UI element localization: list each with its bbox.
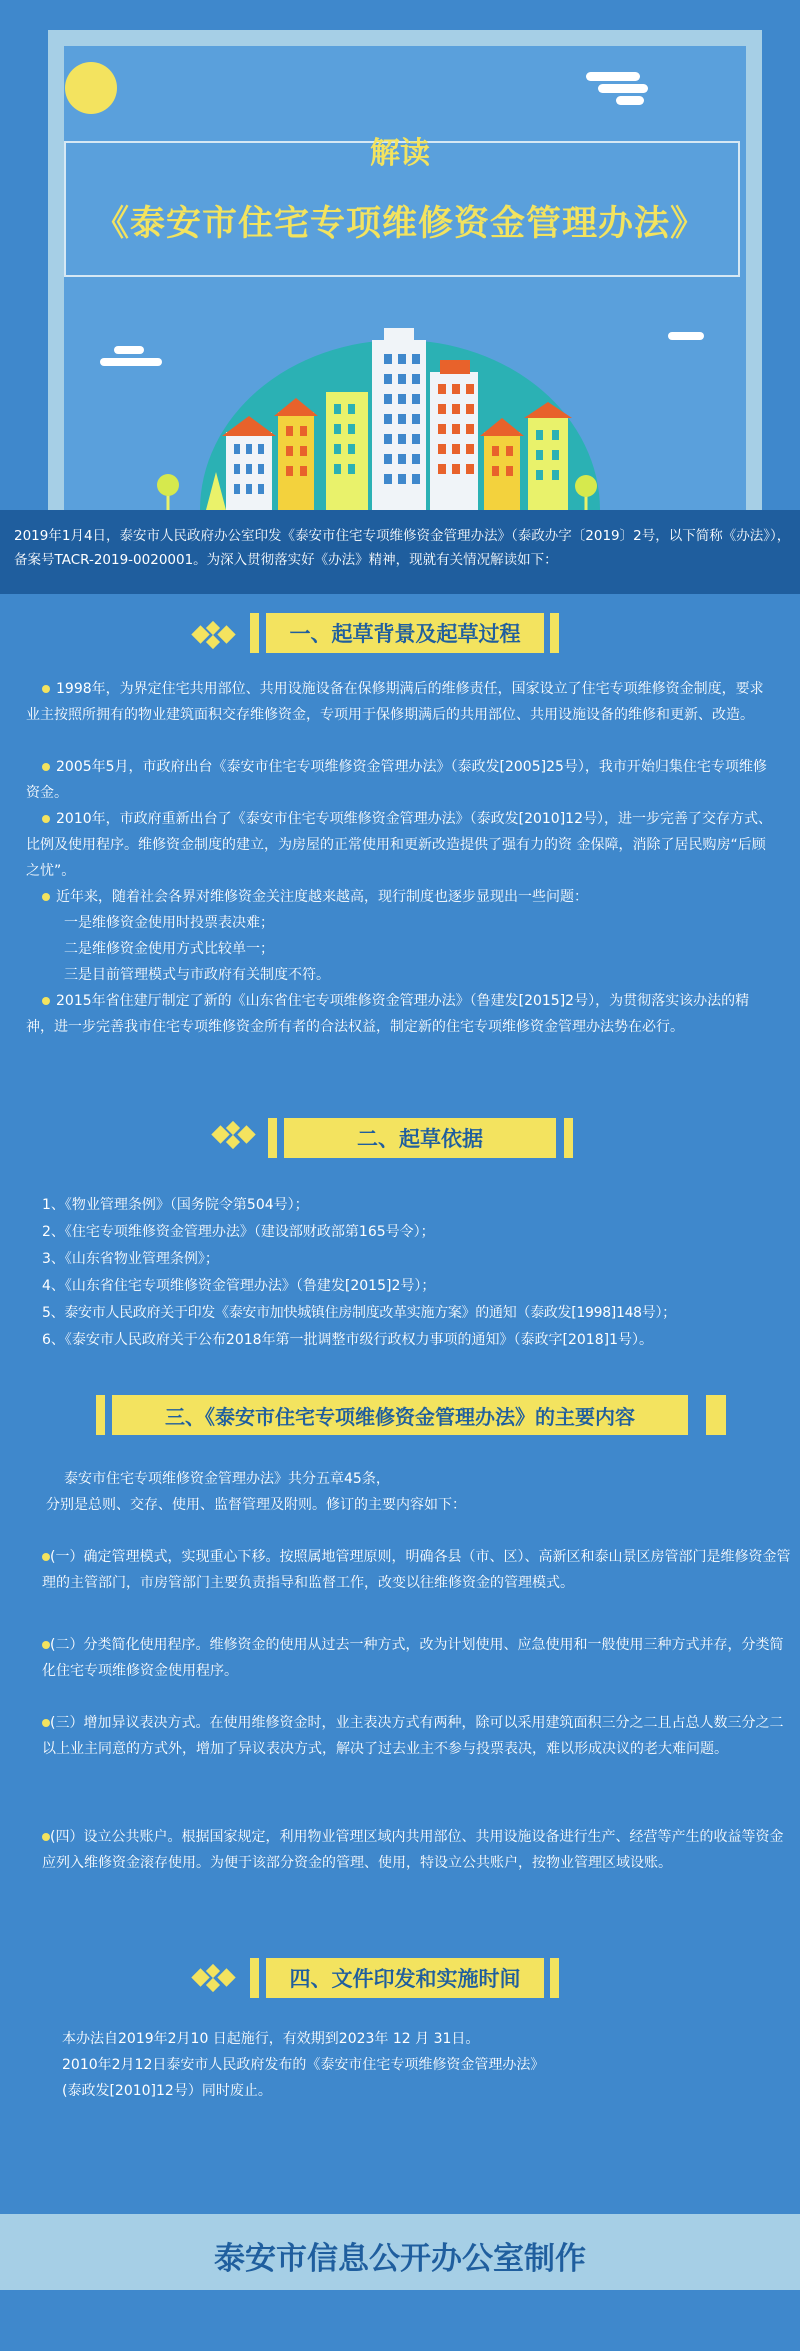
banner-title: 《泰安市住宅专项维修资金管理办法》	[93, 203, 706, 244]
content-item: (四）设立公共账户。根据国家规定，利用物业管理区域内共用部位、共用设施设备进行生产、经营等产生的收益等资金应列入维修资金滚存使用。为便于该部分资金的管理、使用，特设立公共账户，按物业管理区域设账。	[42, 1829, 784, 1871]
basis-item: 4、《山东省住宅专项维修资金管理办法》（鲁建发[2015]2号）；	[42, 1278, 436, 1294]
bullet-dot-icon	[42, 893, 50, 901]
content-item: (三）增加异议表决方式。在使用维修资金时，业主表决方式有两种，除可以采用建筑面积三分之二且占总人数三分之二以上业主同意的方式外，增加了异议表决方式，解决了过去业主不参与投票表决，难以形成决议的老大难问题。	[42, 1715, 784, 1757]
content-item: (二）分类简化使用程序。维修资金的使用从过去一种方式，改为计划使用、应急使用和一般使用三种方式并存，分类简化住宅专项维修资金使用程序。	[42, 1637, 784, 1679]
section3-lead: 泰安市住宅专项维修资金管理办法》共分五章45条，	[64, 1471, 390, 1487]
basis-item: 1、《物业管理条例》（国务院令第504号）；	[42, 1197, 309, 1213]
diamond-ornament-icon	[186, 620, 244, 650]
footer-credit: 泰安市信息公开办公室制作	[214, 2241, 586, 2277]
bullet-dot-icon	[42, 1833, 50, 1841]
section1-paragraph: 2005年5月，市政府出台《泰安市住宅专项维修资金管理办法》（泰政发[2005]25号），我市开始归集住宅专项维修资金。	[26, 759, 767, 801]
heading-bar	[550, 1958, 559, 1998]
repeal-text: (泰政发[2010]12号）同时废止。	[62, 2083, 272, 2099]
bullet-dot-icon	[42, 685, 50, 693]
section1-heading: 一、起草背景及起草过程	[266, 613, 544, 653]
effective-date-text: 本办法自2019年2月10 日起施行，有效期到2023年 12 月 31日。	[62, 2031, 480, 2047]
bullet-dot-icon	[42, 1719, 50, 1727]
section1-paragraph: 2015年省住建厅制定了新的《山东省住宅专项维修资金管理办法》（鲁建发[2015]2号），为贯彻落实该办法的精神，进一步完善我市住宅专项维修资金所有者的合法权益，制定新的住宅专项维修资金管理办法势在必行。	[26, 993, 750, 1035]
basis-item: 6、《泰安市人民政府关于公布2018年第一批调整市级行政权力事项的通知》（泰政字[2018]1号）。	[42, 1332, 653, 1348]
section2-heading: 二、起草依据	[284, 1118, 556, 1158]
diamond-ornament-icon	[186, 1963, 244, 1993]
heading-bar	[550, 613, 559, 653]
heading-bar	[564, 1118, 573, 1158]
basis-item: 2、《住宅专项维修资金管理办法》（建设部财政部第165号令）；	[42, 1224, 435, 1240]
content-item: (一）确定管理模式，实现重心下移。按照属地管理原则，明确各县（市、区）、高新区和泰山景区房管部门是维修资金管理的主管部门，市房管部门主要负责指导和监督工作，改变以往维修资金的管理模式。	[42, 1549, 791, 1591]
section1-paragraph: 近年来，随着社会各界对维修资金关注度越来越高，现行制度也逐步显现出一些问题：	[26, 884, 774, 910]
heading-bar	[250, 1958, 259, 1998]
diamond-ornament-icon	[206, 1120, 264, 1150]
section3-lead: 分别是总则、交存、使用、监督管理及附则。修订的主要内容如下：	[46, 1497, 466, 1513]
section1-paragraph: 1998年，为界定住宅共用部位、共用设施设备在保修期满后的维修责任，国家设立了住宅专项维修资金制度，要求业主按照所拥有的物业建筑面积交存维修资金，专项用于保修期满后的共用部位、共用设施设备的维修和更新、改造。	[26, 681, 764, 723]
heading-bar	[706, 1395, 726, 1435]
basis-item: 5、泰安市人民政府关于印发《泰安市加快城镇住房制度改革实施方案》的通知（泰政发[1998]148号）；	[42, 1305, 676, 1321]
section1-paragraph: 2010年，市政府重新出台了《泰安市住宅专项维修资金管理办法》（泰政发[2010]12号），进一步完善了交存方式、比例及使用程序。维修资金制度的建立，为房屋的正常使用和更新改造提供了强有力的资 金保障，消除了居民购房“后顾之忧”。	[26, 811, 772, 879]
heading-bar	[250, 613, 259, 653]
problem-item: 一是维修资金使用时投票表决难；	[64, 915, 274, 931]
bullet-dot-icon	[42, 815, 50, 823]
intro-text: 2019年1月4日，泰安市人民政府办公室印发《泰安市住宅专项维修资金管理办法》（泰政办字〔2019〕2号，以下简称《办法》），备案号TACR-2019-0020001。为深入贯彻落实好《办法》精神，现就有关情况解读如下：	[14, 528, 791, 568]
bullet-dot-icon	[42, 1641, 50, 1649]
section4-heading: 四、文件印发和实施时间	[266, 1958, 544, 1998]
city-skyline-illustration	[140, 320, 660, 510]
cloud-icon	[668, 330, 708, 342]
cloud-icon	[580, 66, 656, 112]
basis-list	[42, 1192, 792, 1354]
bullet-dot-icon	[42, 1553, 50, 1561]
heading-bar	[96, 1395, 105, 1435]
basis-item: 3、《山东省物业管理条例》；	[42, 1251, 219, 1267]
heading-bar	[268, 1118, 277, 1158]
banner-subtitle: 解读	[370, 136, 430, 171]
problem-item: 三是目前管理模式与市政府有关制度不符。	[64, 967, 330, 983]
problem-item: 二是维修资金使用方式比较单一；	[64, 941, 274, 957]
bullet-dot-icon	[42, 763, 50, 771]
sun-illustration	[65, 62, 117, 114]
section3-heading: 三、《泰安市住宅专项维修资金管理办法》的主要内容	[112, 1395, 688, 1435]
bullet-dot-icon	[42, 997, 50, 1005]
repeal-text: 2010年2月12日泰安市人民政府发布的《泰安市住宅专项维修资金管理办法》	[62, 2057, 545, 2073]
